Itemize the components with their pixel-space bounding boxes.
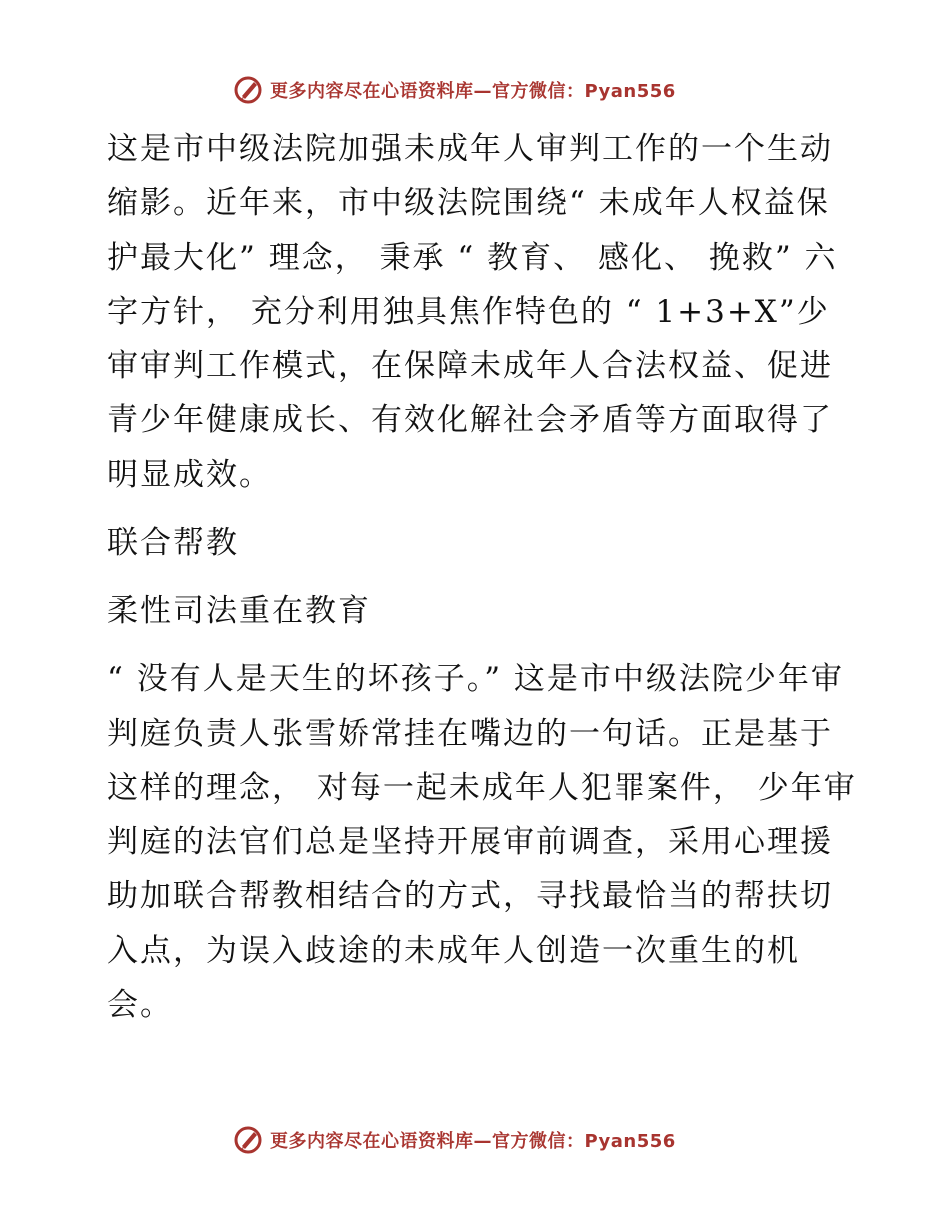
footer-banner-text: 更多内容尽在心语资料库—官方微信：Pyan556 bbox=[270, 1131, 676, 1152]
section-heading: 联合帮教 bbox=[107, 524, 239, 561]
paragraph-education: “ 没有人是天生的坏孩子。” 这是市中级法院少年审判庭负责人张雪娇常挂在嘴边的一句话。正是基于这样的理念， 对每一起未成年人犯罪案件， 少年审判庭的法官们总是坚持开展审前调查，采用心理援助加联合帮教相结合的方式，寻找最恰当的帮扶切入点，为误入歧途的未成年人创造一次重生的机会。 bbox=[107, 661, 857, 1023]
header-banner-text: 更多内容尽在心语资料库—官方微信：Pyan556 bbox=[270, 81, 676, 102]
pen-logo-icon bbox=[232, 74, 264, 106]
paragraph-intro: 这是市中级法院加强未成年人审判工作的一个生动缩影。近年来，市中级法院围绕“ 未成年人权益保护最大化” 理念， 秉承 “ 教育、 感化、 挽救” 六字方针， 充分利用独具焦作特色的 “ 1+3+X”少审审判工作模式，在保障未成年人合法权益、促进青少年健康成长、有效化解社会矛盾等方面取得了明显成效。 bbox=[107, 131, 838, 493]
footer-banner bbox=[232, 1122, 676, 1158]
section-subheading: 柔性司法重在教育 bbox=[107, 593, 371, 629]
pen-logo-icon bbox=[232, 1124, 264, 1156]
document-body bbox=[97, 122, 857, 1032]
header-banner bbox=[232, 72, 676, 108]
